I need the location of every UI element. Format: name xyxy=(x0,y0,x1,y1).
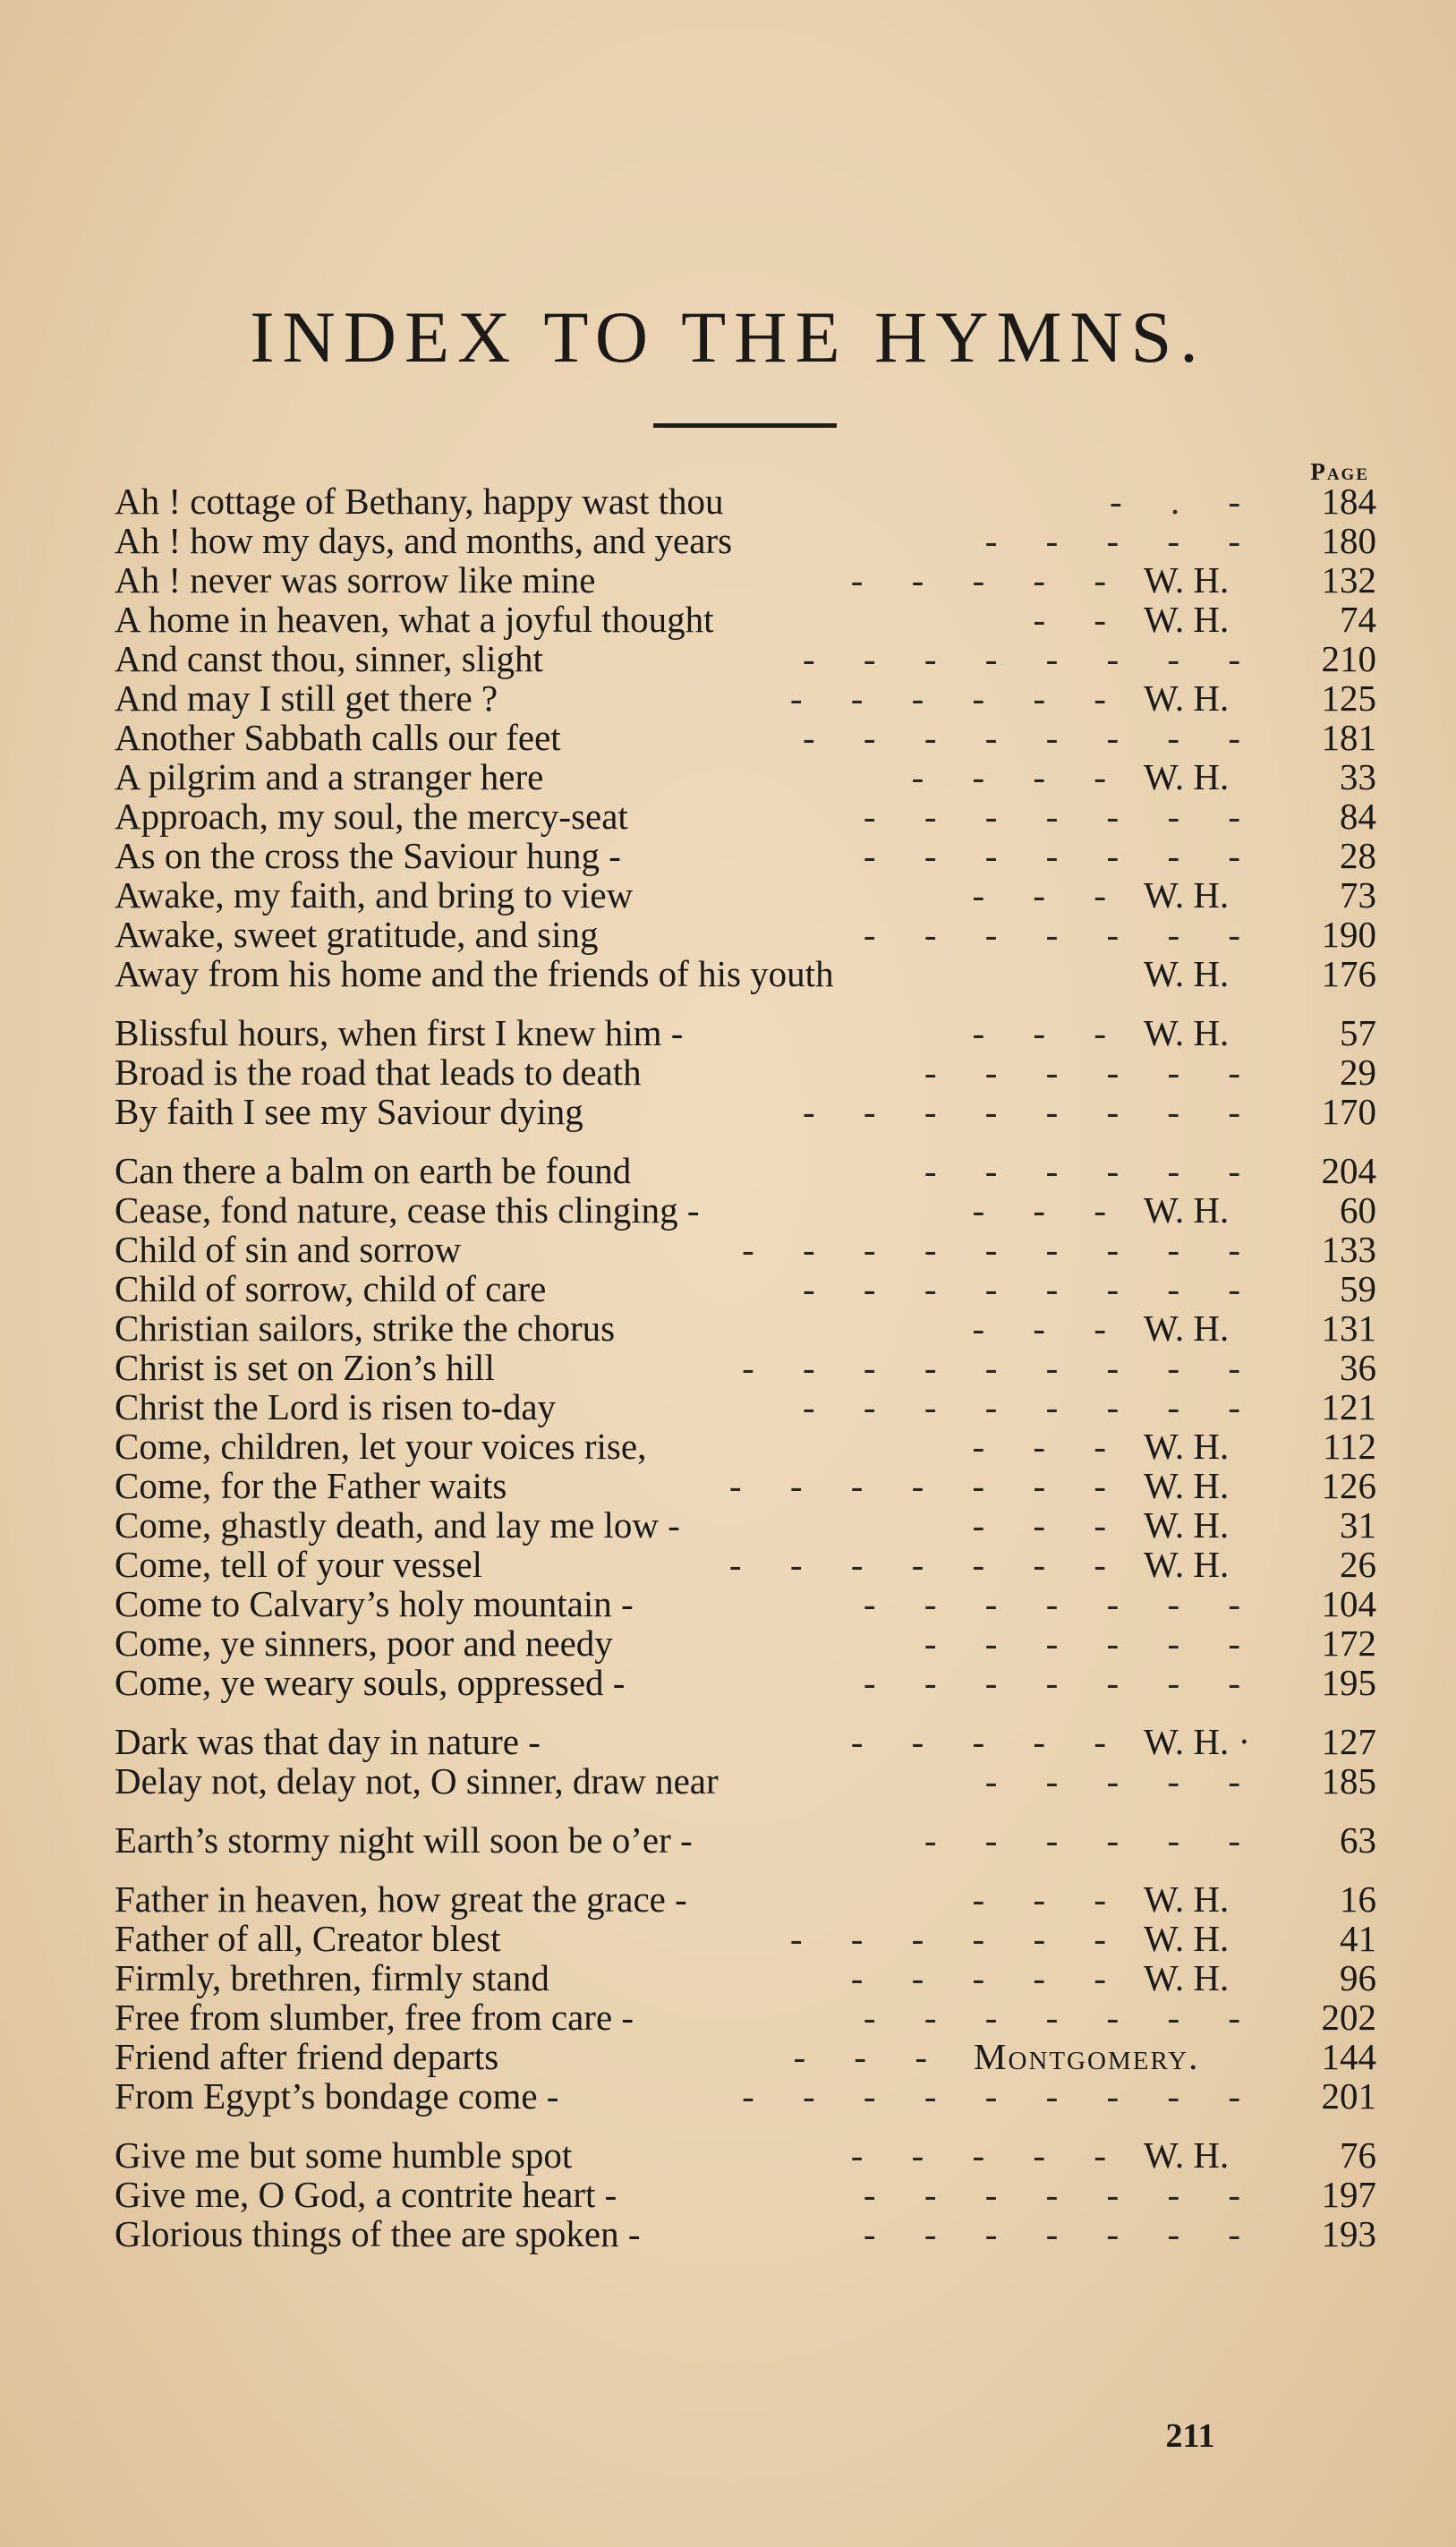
hymn-page-number: 84 xyxy=(1340,796,1376,837)
hymn-page-number: 184 xyxy=(1321,481,1376,522)
index-entry xyxy=(115,1466,1376,1505)
dot-leader: - - - - - - xyxy=(924,1623,1260,1663)
hymn-page-number: 195 xyxy=(1321,1662,1376,1703)
hymn-first-line: Come, for the Father waits xyxy=(115,1465,507,1506)
hymn-author: W. H. xyxy=(1144,1189,1230,1231)
dot-leader: - - xyxy=(1033,600,1126,639)
dot-leader: - - - - - - - xyxy=(863,2214,1260,2253)
hymn-first-line: Come, ye weary souls, oppressed - xyxy=(115,1662,626,1703)
index-entry xyxy=(115,1308,1376,1348)
index-entry xyxy=(115,836,1376,875)
hymn-first-line: By faith I see my Saviour dying xyxy=(115,1091,583,1132)
hymn-page-number: 16 xyxy=(1340,1878,1376,1920)
hymn-first-line: Come, tell of your vessel xyxy=(115,1544,483,1585)
dot-leader: - - - xyxy=(972,1505,1126,1545)
dot-leader: - - - - - - - - xyxy=(803,1092,1260,1131)
index-entry xyxy=(115,2214,1376,2253)
hymn-page-number: 104 xyxy=(1321,1583,1376,1624)
index-group xyxy=(115,481,1376,993)
hymn-first-line: Free from slumber, free from care - xyxy=(115,1997,634,2038)
dot-leader: - - - - - xyxy=(850,2135,1126,2175)
index-entry xyxy=(115,2135,1376,2175)
hymn-page-number: 63 xyxy=(1340,1819,1376,1861)
index-entry xyxy=(115,1230,1376,1269)
dot-leader: - - - - - - - - - xyxy=(742,1348,1260,1387)
hymn-page-number: 181 xyxy=(1321,717,1376,758)
hymn-page-number: 125 xyxy=(1321,677,1376,719)
index-entry xyxy=(115,521,1376,560)
hymn-author: W. H. xyxy=(1144,1012,1230,1053)
dot-leader: - - - - - - xyxy=(789,678,1126,718)
hymn-page-number: 121 xyxy=(1321,1386,1376,1427)
dot-leader: - - - xyxy=(972,1190,1126,1230)
hymn-author: W. H. xyxy=(1144,953,1230,994)
hymn-first-line: Child of sin and sorrow xyxy=(115,1229,462,1270)
hymn-page-number: 133 xyxy=(1321,1229,1376,1270)
hymn-first-line: Give me but some humble spot xyxy=(115,2134,573,2176)
hymn-first-line: Approach, my soul, the mercy-seat xyxy=(115,796,628,837)
hymn-first-line: As on the cross the Saviour hung - xyxy=(115,835,621,876)
dot-leader: - - - - - xyxy=(850,1722,1126,1761)
index-entry xyxy=(115,954,1376,993)
dot-leader: - - - - - - - xyxy=(863,1663,1260,1702)
hymn-page-number: 170 xyxy=(1321,1091,1376,1132)
dot-leader: - - - xyxy=(972,1013,1126,1052)
index-entry xyxy=(115,2076,1376,2116)
hymn-author: W. H. xyxy=(1144,874,1230,916)
index-entry xyxy=(115,560,1376,600)
hymn-page-number: 33 xyxy=(1340,756,1376,797)
dot-leader: - - - - - - - xyxy=(728,1545,1126,1584)
hymn-page-number: 73 xyxy=(1340,874,1376,916)
index-entry xyxy=(115,1584,1376,1623)
dot-leader: - - - - - - - xyxy=(863,915,1260,954)
hymn-page-number: 26 xyxy=(1340,1544,1376,1585)
dot-leader: - - - - - - - xyxy=(863,796,1260,836)
index-entry xyxy=(115,1820,1376,1860)
hymn-first-line: Come, children, let your voices rise, xyxy=(115,1426,647,1467)
hymn-page-number: 176 xyxy=(1321,953,1376,994)
dot-leader: - - - - - xyxy=(850,560,1126,600)
hymn-first-line: Dark was that day in nature - xyxy=(115,1721,541,1762)
index-entry xyxy=(115,678,1376,718)
hymn-first-line: Christ the Lord is risen to-day xyxy=(115,1386,557,1427)
index-entry xyxy=(115,481,1376,521)
index-entry xyxy=(115,1427,1376,1466)
hymn-first-line: Another Sabbath calls our feet xyxy=(115,717,561,758)
dot-leader: - - - - - - - - xyxy=(803,718,1260,757)
hymn-page-number: 132 xyxy=(1321,559,1376,601)
hymn-page-number: 197 xyxy=(1321,2174,1376,2215)
hymn-first-line: A pilgrim and a stranger here xyxy=(115,756,544,797)
index-group xyxy=(115,1151,1376,1702)
hymn-author: W. H. xyxy=(1144,1426,1230,1467)
dot-leader: - - - - - xyxy=(850,1958,1126,1998)
hymn-page-number: 190 xyxy=(1321,914,1376,955)
hymn-page-number: 29 xyxy=(1340,1052,1376,1093)
index-entry xyxy=(115,1092,1376,1131)
hymn-first-line: Awake, sweet gratitude, and sing xyxy=(115,914,599,955)
dot-leader: - - - - - - - xyxy=(863,1998,1260,2037)
index-entry xyxy=(115,1663,1376,1702)
hymn-page-number: 112 xyxy=(1323,1426,1376,1467)
hymn-first-line: Can there a balm on earth be found xyxy=(115,1150,632,1191)
index-entry xyxy=(115,1623,1376,1663)
page-title: INDEX TO THE HYMNS. xyxy=(250,296,1206,378)
index-entry xyxy=(115,2175,1376,2214)
index-entry xyxy=(115,600,1376,639)
hymn-page-number: 201 xyxy=(1321,2075,1376,2117)
dot-leader: - - - xyxy=(793,2037,947,2076)
hymn-author: W. H. xyxy=(1144,2134,1230,2176)
index-entry xyxy=(115,1190,1376,1230)
hymn-author: W. H. xyxy=(1144,1957,1230,1998)
hymn-page-number: 59 xyxy=(1340,1268,1376,1309)
hymn-page-number: 31 xyxy=(1340,1504,1376,1546)
index-entry xyxy=(115,1958,1376,1998)
hymn-author: Montgomery. xyxy=(974,2036,1200,2077)
hymn-page-number: 28 xyxy=(1340,835,1376,876)
hymn-first-line: Christian sailors, strike the chorus xyxy=(115,1308,616,1349)
index-group xyxy=(115,1820,1376,1860)
hymn-page-number: 131 xyxy=(1321,1308,1376,1349)
hymn-first-line: Give me, O God, a contrite heart - xyxy=(115,2174,617,2215)
hymn-first-line: Ah ! cottage of Bethany, happy wast thou xyxy=(115,481,724,522)
dot-leader: - - - - - - - xyxy=(863,1584,1260,1623)
hymn-page-number: 204 xyxy=(1321,1150,1376,1191)
index-entry xyxy=(115,1505,1376,1545)
hymn-page-number: 180 xyxy=(1321,520,1376,561)
hymn-author: W. H. xyxy=(1144,1918,1230,1959)
dot-leader: - - - - - - xyxy=(924,1052,1260,1092)
hymn-first-line: Cease, fond nature, cease this clinging - xyxy=(115,1189,700,1231)
hymn-author: W. H. xyxy=(1144,756,1230,797)
hymn-first-line: Awake, my faith, and bring to view xyxy=(115,874,634,916)
hymn-first-line: Blissful hours, when first I knew him - xyxy=(115,1012,684,1053)
hymn-page-number: 74 xyxy=(1340,599,1376,640)
dot-leader: - . - xyxy=(1109,481,1260,521)
hymn-first-line: Away from his home and the friends of his youth xyxy=(115,953,834,994)
page-number: 211 xyxy=(1165,2417,1215,2455)
dot-leader: - - - - - - - xyxy=(728,1466,1126,1505)
index-entry xyxy=(115,1879,1376,1919)
hymn-page-number: 36 xyxy=(1340,1347,1376,1388)
index-entry xyxy=(115,2037,1376,2076)
hymn-author: W. H. xyxy=(1144,1465,1230,1506)
hymn-first-line: From Egypt’s bondage come - xyxy=(115,2075,559,2117)
dot-leader: - - - - - - - xyxy=(863,836,1260,875)
index-group xyxy=(115,1013,1376,1131)
index-group xyxy=(115,1722,1376,1801)
index-entry xyxy=(115,1919,1376,1958)
index-entry xyxy=(115,718,1376,757)
hymn-author: W. H. xyxy=(1144,677,1230,719)
hymn-page-number: 144 xyxy=(1321,2036,1376,2077)
hymn-page-number: 202 xyxy=(1321,1997,1376,2038)
dot-leader: - - - - - - xyxy=(924,1820,1260,1860)
dot-leader: - - - - - xyxy=(984,521,1260,560)
hymn-page-number: 126 xyxy=(1321,1465,1376,1506)
hymn-first-line: Delay not, delay not, O sinner, draw near xyxy=(115,1760,719,1802)
dot-leader: - - - - - - - xyxy=(863,2175,1260,2214)
hymn-first-line: Firmly, brethren, firmly stand xyxy=(115,1957,549,1998)
hymn-first-line: Father of all, Creator blest xyxy=(115,1918,501,1959)
index-entry xyxy=(115,1269,1376,1308)
hymn-page-number: 76 xyxy=(1340,2134,1376,2176)
hymn-author: W. H. xyxy=(1144,1878,1230,1920)
hymn-first-line: Come, ghastly death, and lay me low - xyxy=(115,1504,680,1546)
index-entry xyxy=(115,1052,1376,1092)
index-entry xyxy=(115,639,1376,678)
page-column-header: Page xyxy=(1310,458,1369,485)
hymn-page-number: 57 xyxy=(1340,1012,1376,1053)
hymn-author: W. H. xyxy=(1144,1308,1230,1349)
hymn-page-number: 193 xyxy=(1321,2213,1376,2254)
index-entry xyxy=(115,796,1376,836)
dot-leader: - - - xyxy=(972,1308,1126,1348)
hymn-first-line: Ah ! never was sorrow like mine xyxy=(115,559,596,601)
hymn-first-line: Child of sorrow, child of care xyxy=(115,1268,547,1309)
dot-leader: - - - - - - xyxy=(924,1151,1260,1190)
index-entry xyxy=(115,1998,1376,2037)
hymn-first-line: And may I still get there ? xyxy=(115,677,498,719)
hymn-first-line: Friend after friend departs xyxy=(115,2036,499,2077)
hymn-first-line: And canst thou, sinner, slight xyxy=(115,638,543,679)
hymn-page-number: 41 xyxy=(1340,1918,1376,1959)
hymn-page-number: 96 xyxy=(1340,1957,1376,1998)
dot-leader: - - - - - - - - - xyxy=(742,1230,1260,1269)
dot-leader: - - - - - xyxy=(984,1761,1260,1801)
hymn-first-line: Glorious things of thee are spoken - xyxy=(115,2213,641,2254)
hymn-page-number: 210 xyxy=(1321,638,1376,679)
hymn-first-line: Christ is set on Zion’s hill xyxy=(115,1347,495,1388)
hymn-first-line: A home in heaven, what a joyful thought xyxy=(115,599,714,640)
hymn-first-line: Father in heaven, how great the grace - xyxy=(115,1878,687,1920)
hymn-author: W. H. xyxy=(1144,1504,1230,1546)
index-entry xyxy=(115,1761,1376,1801)
dot-leader: - - - - - - - - xyxy=(803,1269,1260,1308)
hymn-first-line: Earth’s stormy night will soon be o’er - xyxy=(115,1819,693,1861)
index-entry xyxy=(115,757,1376,796)
hymn-first-line: Broad is the road that leads to death xyxy=(115,1052,642,1093)
index-entry xyxy=(115,1348,1376,1387)
hymn-page-number: 127 xyxy=(1321,1721,1376,1762)
index-entry xyxy=(115,875,1376,915)
index-group xyxy=(115,1879,1376,2116)
dot-leader: - - - xyxy=(972,1427,1126,1466)
dot-leader: - - - xyxy=(972,875,1126,915)
index-entry xyxy=(115,1151,1376,1190)
index-entry xyxy=(115,1387,1376,1427)
hymn-index-list xyxy=(115,481,1376,2273)
index-group xyxy=(115,2135,1376,2253)
hymn-first-line: Ah ! how my days, and months, and years xyxy=(115,520,733,561)
index-entry xyxy=(115,1013,1376,1052)
hymn-author: W. H. xyxy=(1144,1544,1230,1585)
hymn-author: W. H. · xyxy=(1144,1721,1251,1762)
title-rule xyxy=(653,423,837,428)
hymn-page-number: 185 xyxy=(1321,1760,1376,1802)
dot-leader: - - - - - - - - xyxy=(803,639,1260,678)
hymn-first-line: Come to Calvary’s holy mountain - xyxy=(115,1583,634,1624)
index-entry xyxy=(115,1545,1376,1584)
index-entry xyxy=(115,915,1376,954)
dot-leader: - - - - - - xyxy=(789,1919,1126,1958)
dot-leader: - - - - xyxy=(911,757,1126,796)
hymn-author: W. H. xyxy=(1144,559,1230,601)
index-entry xyxy=(115,1722,1376,1761)
dot-leader: - - - - - - - - - xyxy=(742,2076,1260,2116)
hymn-page-number: 172 xyxy=(1321,1623,1376,1664)
hymn-author: W. H. xyxy=(1144,599,1230,640)
hymn-first-line: Come, ye sinners, poor and needy xyxy=(115,1623,613,1664)
dot-leader: - - - - - - - - xyxy=(803,1387,1260,1427)
dot-leader: - - - xyxy=(972,1879,1126,1919)
hymn-page-number: 60 xyxy=(1340,1189,1376,1231)
